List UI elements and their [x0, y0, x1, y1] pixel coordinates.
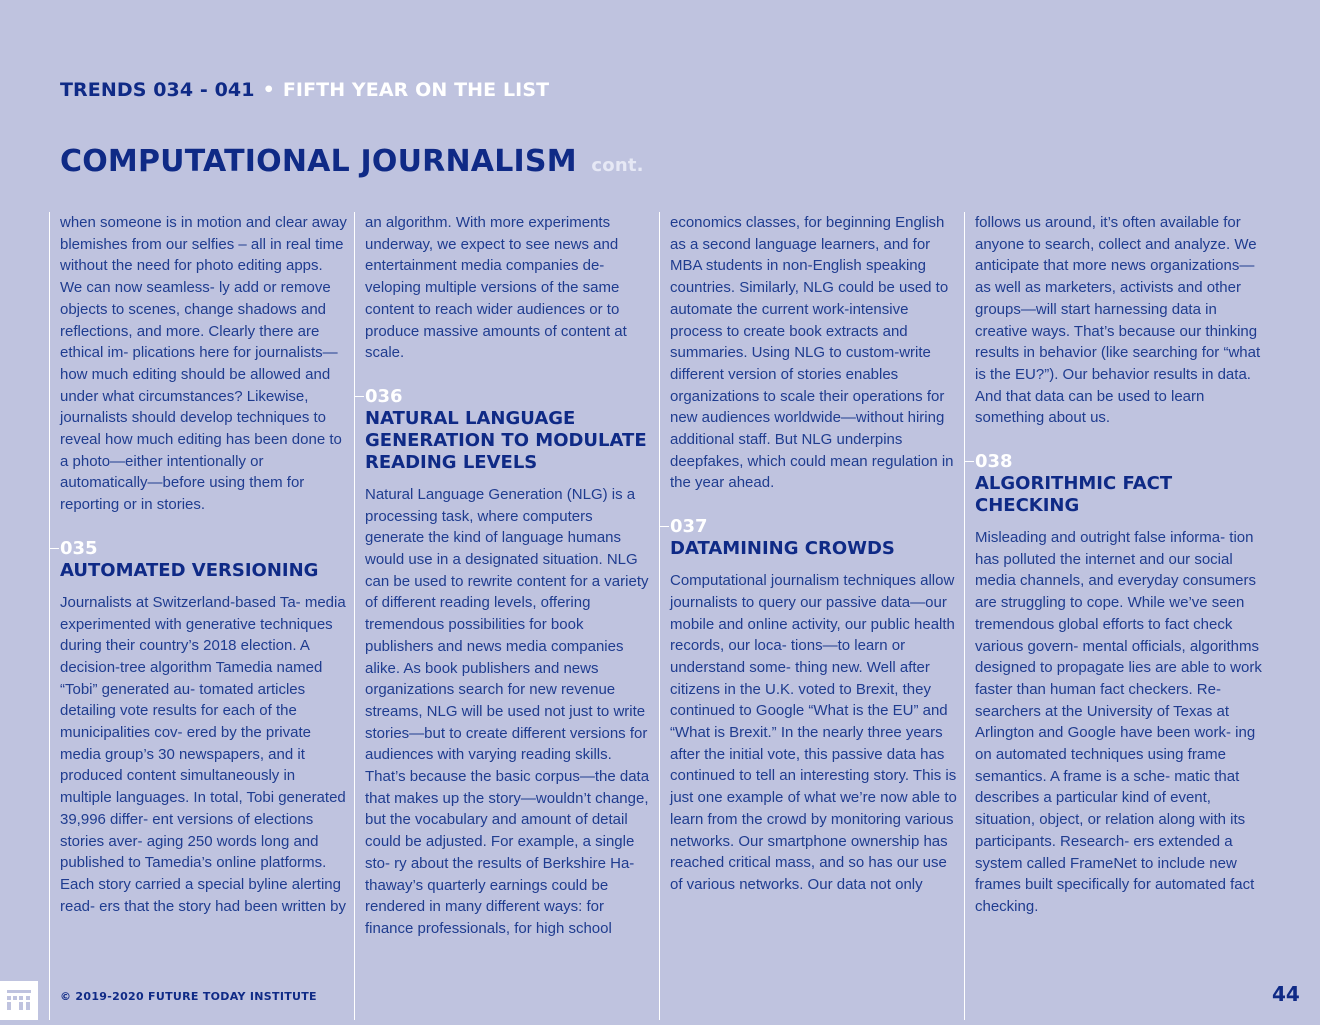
column-intro-text: economics classes, for beginning English as a second language learners, and for MBA students in non-English speaking countries. Similarly, NLG could be used to automate the current work-intensive process to create book extracts and summaries. Using NLG to custom-write different version of stories enables organizations to scale their operations for new audiences worldwide—without hiring additional staff. But NLG underpins deepfakes, which could mean regulation in the year ahead.: [670, 214, 954, 492]
trend-title: DATAMINING CROWDS: [670, 538, 895, 560]
trend-section-038: [975, 451, 1263, 918]
list-tenure-note: FIFTH YEAR ON THE LIST: [282, 79, 550, 101]
text-column-4: [964, 212, 1263, 1020]
text-column-1: [49, 212, 348, 1020]
trend-body: Journalists at Switzerland-based Ta- media experimented with generative techniques during their country’s 2018 election. A decision-tree algorithm Tamedia named “Tobi” generated au- tomated articles detailing vote results for each of the municipalities cov- ered by the private media group’s 30 newspapers, and it produced content simultaneously in multiple languages. In total, Tobi generated 39,996 differ- ent versions of elections stories aver- aging 250 words long and published to Tamedia’s online platforms. Each story carried a special byline alerting read- ers that the story had been written by: [60, 593, 346, 915]
trend-range: TRENDS 034 - 041: [60, 79, 255, 101]
text-column-2: [354, 212, 653, 1020]
page-title-suffix: cont.: [591, 155, 644, 176]
trend-title: ALGORITHMIC FACT CHECKING: [975, 473, 1173, 517]
trend-number: 037: [670, 516, 708, 538]
trend-body: Misleading and outright false informa- tion has polluted the internet and our social media channels, and everyday consumers are struggling to cope. While we’ve seen tremendous global efforts to fact check various govern- mental officials, algorithms designed to propagate lies are able to work faster than human fact checkers. Re- searchers at the University of Texas at Arlington and Google have been work- ing on automated techniques using frame semantics. A frame is a sche- matic that describes a particular kind of event, situation, object, or relation along with its participants. Research- ers extended a system called FrameNet to include new frames built specifically for automated fact checking.: [975, 529, 1262, 915]
column-intro-text: an algorithm. With more experiments underway, we expect to see news and entertainment media companies de- veloping multiple versions of the same content to reach wider audiences or to produce massive amounts of content at scale.: [365, 214, 627, 362]
page-number: 44: [1272, 982, 1300, 1006]
trend-title: NATURAL LANGUAGE GENERATION TO MODULATE READING LEVELS: [365, 407, 647, 473]
section-tick-mark: [660, 526, 669, 527]
section-tick-mark: [50, 548, 59, 549]
trend-number: 038: [975, 451, 1013, 473]
copyright-notice: © 2019-2020 FUTURE TODAY INSTITUTE: [60, 990, 317, 1003]
trend-body: Computational journalism techniques allow journalists to query our passive data—our mobile and online activity, our public health records, our loca- tions—to learn or understand some- thing new. Well after citizens in the U.K. voted to Brexit, they continued to Google “What is the EU” and “What is Brexit.” In the nearly three years after the initial vote, this passive data has continued to tell an interesting story. This is just one example of what we’re now able to learn from the crowd by monitoring various networks. Our smartphone ownership has reached critical mass, and so has our use of various networks. Our data not only: [670, 572, 957, 893]
trend-number: 035: [60, 537, 98, 559]
trend-body: Natural Language Generation (NLG) is a processing task, where computers generate the kind of language humans would use in a designated situation. NLG can be used to rewrite content for a variety of different reading levels, offering tremendous possibilities for book publishers and news media companies alike. As book publishers and news organizations search for new revenue streams, NLG will be used not just to write stories—but to create different versions for audiences with varying reading skills. That’s because the basic corpus—the data that makes up the story—wouldn’t change, but the vocabulary and amount of detail could be adjusted. For example, a single sto- ry about the results of Berkshire Ha- thaway’s quarterly earnings could be rendered in many different ways: for finance professionals, for high school: [365, 485, 650, 937]
column-intro-text: when someone is in motion and clear away blemishes from our selfies – all in real time without the need for photo editing apps. We can now seamless- ly add or remove objects to scenes, change shadows and reflections, and more. Clearly there are ethical im- plications here for journalists—how much editing should be allowed and under what circumstances? Likewise, journalists should develop techniques to reveal how much editing has been done to a photo—either intentionally or automatically—before using them for reporting or in stories.: [60, 214, 347, 514]
trend-number: 036: [365, 385, 403, 407]
trend-section-037: [670, 516, 958, 896]
text-column-3: [659, 212, 958, 1020]
trend-section-035: [60, 538, 348, 918]
section-tick-mark: [965, 461, 974, 462]
page-title: [60, 144, 644, 179]
page-title-main: COMPUTATIONAL JOURNALISM: [60, 144, 577, 179]
section-tick-mark: [355, 396, 364, 397]
trend-section-036: [365, 386, 653, 940]
future-today-institute-logo-icon: [0, 981, 38, 1020]
page-header: [60, 79, 549, 101]
header-separator: •: [262, 79, 275, 101]
column-intro-text: follows us around, it’s often available for anyone to search, collect and analyze. We anticipate that more news organizations—as well as marketers, activists and other groups—will start harnessing data in creative ways. That’s because our thinking results in behavior (like searching for “what is the EU?”). Our behavior results in data. And that data can be used to learn something about us.: [975, 214, 1261, 427]
trend-title: AUTOMATED VERSIONING: [60, 559, 319, 581]
